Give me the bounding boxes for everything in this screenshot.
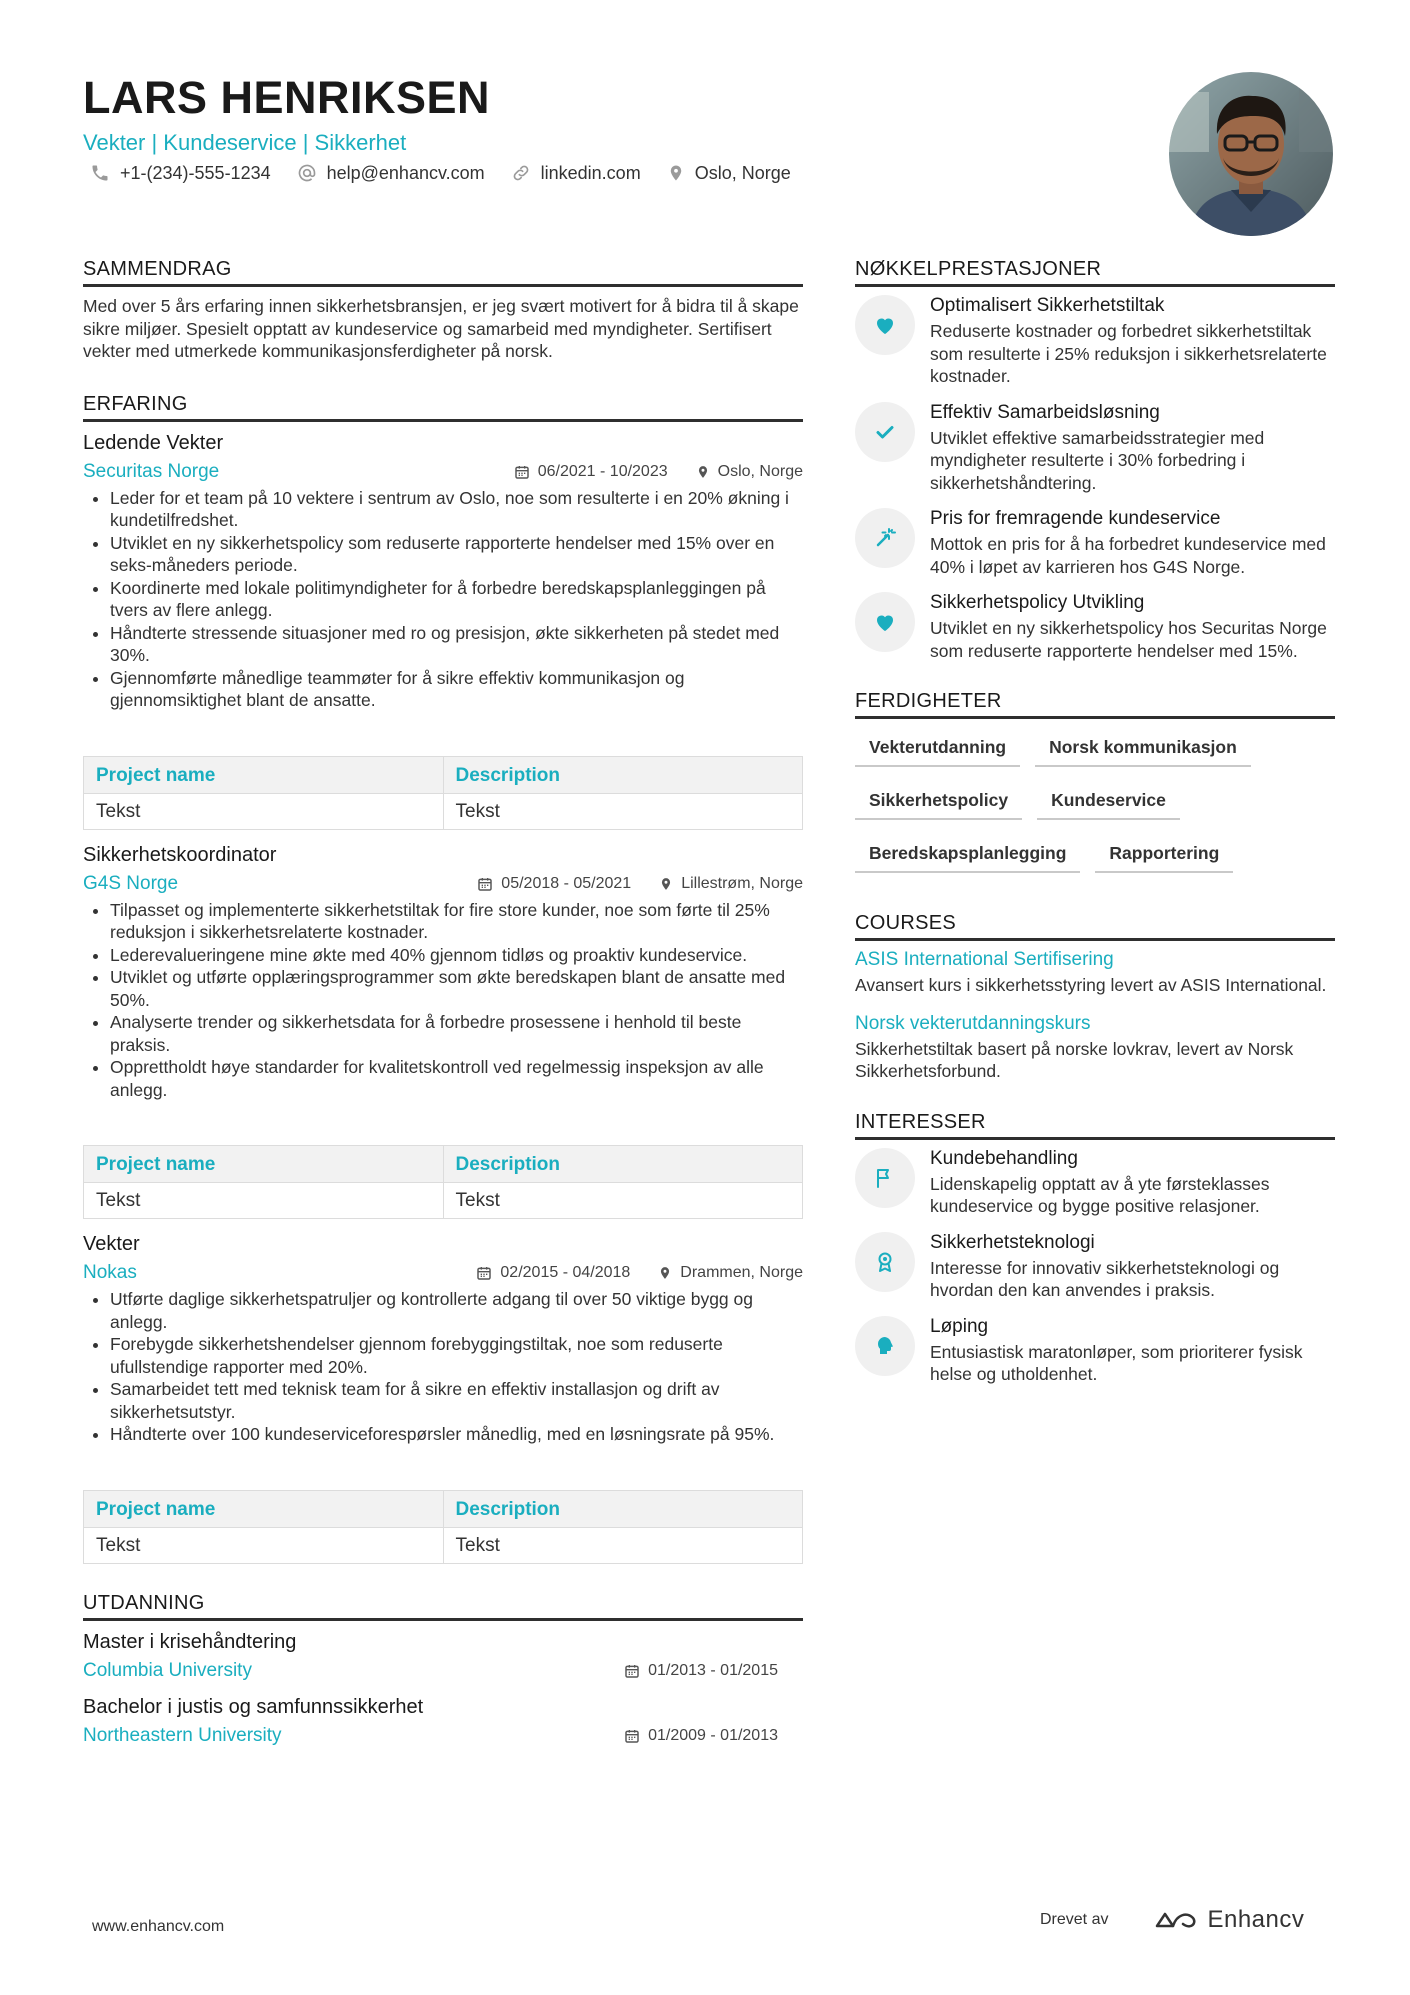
interest-desc: Entusiastisk maratonløper, som prioriterer fysisk helse og utholdenhet. <box>930 1341 1303 1384</box>
footer-branding <box>1040 1906 1304 1934</box>
magic-wand-icon <box>873 526 897 550</box>
interest-title: Kundebehandling <box>930 1147 1078 1169</box>
bullet-item: • Lederevalueringene mine økte med 40% gjennom tidløs og proaktiv kundeservice. <box>110 944 803 967</box>
interest-text <box>930 1232 1335 1302</box>
interest-item <box>855 1232 1335 1302</box>
left-column <box>83 258 803 1747</box>
job-location <box>659 875 803 893</box>
job-meta <box>83 873 803 895</box>
school-name: Columbia University <box>83 1659 252 1681</box>
table-cell: Tekst <box>84 793 444 829</box>
achievement-text <box>930 508 1335 578</box>
bullet-item: • Forebygde sikkerhetshendelser gjennom forebyggingstiltak, noe som reduserte ufullstendige rapporter med 20%. <box>110 1333 803 1378</box>
brain-icon <box>873 1334 897 1358</box>
achievement-item <box>855 592 1335 662</box>
job-title: Sikkerhetskoordinator <box>83 843 277 866</box>
skill-tag: Kundeservice <box>1037 784 1180 820</box>
education-heading: UTDANNING <box>83 1592 803 1621</box>
achievement-title: Pris for fremragende kundeservice <box>930 508 1221 529</box>
location-pin-icon <box>667 162 685 184</box>
interest-icon-wrap <box>855 1148 915 1208</box>
bullet-item: • Samarbeidet tett med teknisk team for å sikre en effektiv installasjon og drift av sikkerhetsutstyr. <box>110 1378 803 1423</box>
achievement-text <box>930 592 1335 662</box>
education-dates-text: 01/2009 - 01/2013 <box>648 1726 778 1744</box>
bullet-item: • Leder for et team på 10 vektere i sentrum av Oslo, noe som resulterte i en 20% økning i kundetilfredshet. <box>110 487 803 532</box>
skills-heading: FERDIGHETER <box>855 690 1335 719</box>
interest-desc: Lidenskapelig opptatt av å yte førsteklasses kundeservice og bygge positive relasjoner. <box>930 1173 1270 1216</box>
achievement-title: Effektiv Samarbeidsløsning <box>930 401 1160 423</box>
achievement-item <box>855 402 1335 495</box>
education-entry <box>83 1696 803 1747</box>
calendar-icon <box>624 1728 640 1744</box>
company-name: G4S Norge <box>83 872 179 894</box>
achievement-text <box>930 295 1335 388</box>
right-column <box>855 258 1335 1386</box>
course-title: ASIS International Sertifisering <box>855 949 1114 970</box>
flag-icon <box>873 1166 897 1190</box>
job-dates-text: 06/2021 - 10/2023 <box>537 462 668 480</box>
job-meta <box>83 461 803 483</box>
bullet-item: • Gjennomførte månedlige teammøter for å sikre effektiv kommunikasjon og gjennomsiktighet blant de ansatte. <box>110 667 803 712</box>
table-header-row <box>84 1146 803 1183</box>
interests-heading: INTERESSER <box>855 1111 1335 1140</box>
phone-text: +1-(234)-555-1234 <box>120 162 271 183</box>
company-name: Nokas <box>83 1262 137 1283</box>
job-entry <box>83 432 803 830</box>
course-desc: Sikkerhetstiltak basert på norske lovkrav, levert av Norsk Sikkerhetsforbund. <box>855 1038 1294 1081</box>
job-entry <box>83 1233 803 1564</box>
contact-phone <box>90 163 271 184</box>
table-header: Project name <box>84 1490 444 1527</box>
skills-list <box>855 731 1335 890</box>
education-dates <box>624 1727 778 1745</box>
interest-desc: Interesse for innovativ sikkerhetsteknologi og hvordan den kan anvendes i praksis. <box>930 1257 1280 1300</box>
table-cell: Tekst <box>84 1183 444 1219</box>
job-dates-text: 05/2018 - 05/2021 <box>501 874 632 892</box>
job-location <box>658 1264 803 1282</box>
job-dates <box>477 875 631 893</box>
education-entry <box>83 1631 803 1682</box>
candidate-tagline: Vekter | Kundeservice | Sikkerhet <box>83 130 407 155</box>
achievement-item <box>855 295 1335 388</box>
bullet-item: • Håndterte over 100 kundeserviceforespørsler månedlig, med en løsningsrate på 95%. <box>110 1423 803 1446</box>
interest-icon-wrap <box>855 1232 915 1292</box>
job-details <box>448 1264 803 1282</box>
contact-linkedin[interactable] <box>511 163 641 184</box>
job-title: Ledende Vekter <box>83 431 224 454</box>
job-details <box>449 875 803 893</box>
course-item <box>855 1013 1335 1083</box>
phone-icon <box>90 163 110 183</box>
job-location-text: Oslo, Norge <box>717 462 803 480</box>
calendar-icon <box>477 876 493 892</box>
skill-tag: Sikkerhetspolicy <box>855 784 1022 820</box>
brand-name: Enhancv <box>1207 1906 1305 1933</box>
footer-website[interactable]: www.enhancv.com <box>92 1918 225 1935</box>
achievement-icon-wrap <box>855 508 915 568</box>
table-header: Description <box>443 756 803 793</box>
bullet-item: • Opprettholdt høye standarder for kvalitetskontroll ved regelmessig inspeksjon av alle anlegg. <box>110 1056 803 1101</box>
award-icon <box>873 1250 897 1274</box>
table-cell: Tekst <box>443 793 803 829</box>
achievement-icon-wrap <box>855 402 915 462</box>
course-item <box>855 949 1335 997</box>
link-icon <box>511 163 531 183</box>
job-dates <box>476 1264 630 1282</box>
bullet-item: • Utviklet en ny sikkerhetspolicy som reduserte rapporterte hendelser med 15% over en seks-måneders periode. <box>110 532 803 577</box>
degree-title: Master i krisehåndtering <box>83 1630 297 1653</box>
achievement-title: Sikkerhetspolicy Utvikling <box>930 592 1145 613</box>
at-icon <box>297 163 317 183</box>
interest-item <box>855 1316 1335 1386</box>
table-header-row <box>84 1490 803 1527</box>
location-text: Oslo, Norge <box>694 162 791 183</box>
job-location-text: Drammen, Norge <box>680 1264 803 1281</box>
interest-text <box>930 1316 1335 1386</box>
skill-tag: Vekterutdanning <box>855 731 1020 767</box>
job-meta <box>83 1262 803 1284</box>
bullet-item: • Analyserte trender og sikkerhetsdata for å forbedre prosessene i henhold til beste praksis. <box>110 1011 803 1056</box>
education-dates <box>624 1662 778 1680</box>
achievement-desc: Utviklet effektive samarbeidsstrategier med myndigheter resulterte i 30% forbedring i sikkerhetshåndtering. <box>930 427 1265 493</box>
location-pin-icon <box>658 1264 672 1282</box>
interest-icon-wrap <box>855 1316 915 1376</box>
calendar-icon <box>476 1265 492 1281</box>
job-bullets <box>83 1288 803 1446</box>
bullet-item: • Tilpasset og implementerte sikkerhetstiltak for fire store kunder, noe som førte til 25% reduksjon i sikkerhetsrelaterte kostnader. <box>110 899 803 944</box>
interest-title: Løping <box>930 1315 989 1337</box>
candidate-name: LARS HENRIKSEN <box>83 72 491 123</box>
course-desc: Avansert kurs i sikkerhetsstyring levert av ASIS International. <box>855 975 1327 995</box>
email-text: help@enhancv.com <box>326 162 485 183</box>
course-title: Norsk vekterutdanningskurs <box>855 1012 1091 1034</box>
school-name: Northeastern University <box>83 1724 282 1746</box>
company-name: Securitas Norge <box>83 460 220 482</box>
project-table <box>83 1145 803 1219</box>
bullet-item: • Utførte daglige sikkerhetspatruljer og kontrollerte adgang til over 50 viktige bygg og anlegg. <box>110 1288 803 1333</box>
calendar-icon <box>624 1663 640 1679</box>
achievement-desc: Mottok en pris for å ha forbedret kundeservice med 40% i løpet av karrieren hos G4S Norge. <box>930 534 1326 577</box>
achievement-desc: Reduserte kostnader og forbedret sikkerhetstiltak som resulterte i 25% reduksjon i sikkerhetsrelaterte kostnader. <box>930 321 1327 386</box>
job-location <box>696 463 803 481</box>
job-bullets <box>83 899 803 1102</box>
table-row <box>84 793 803 829</box>
achievement-item <box>855 508 1335 578</box>
location-pin-icon <box>696 463 710 481</box>
heart-icon <box>873 313 897 337</box>
table-header: Description <box>443 1490 803 1527</box>
education-meta <box>83 1725 803 1747</box>
check-icon <box>873 420 897 444</box>
job-details <box>486 463 803 481</box>
job-bullets <box>83 487 803 712</box>
contact-email[interactable] <box>297 163 485 184</box>
table-header: Description <box>443 1146 803 1183</box>
job-dates-text: 02/2015 - 04/2018 <box>500 1264 631 1281</box>
achievement-text <box>930 402 1335 495</box>
project-table <box>83 756 803 830</box>
job-location-text: Lillestrøm, Norge <box>681 874 803 892</box>
bullet-item: • Utviklet og utførte opplæringsprogrammer som økte beredskapen blant de ansatte med 50%. <box>110 966 803 1011</box>
avatar-illustration <box>1169 72 1333 236</box>
contact-bar <box>90 162 817 184</box>
job-title: Vekter <box>83 1233 140 1255</box>
table-cell: Tekst <box>443 1527 803 1563</box>
experience-heading: ERFARING <box>83 393 803 422</box>
achievement-desc: Utviklet en ny sikkerhetspolicy hos Securitas Norge som reduserte rapporterte hendelser med 15%. <box>930 618 1327 661</box>
interest-text <box>930 1148 1335 1218</box>
table-header: Project name <box>84 756 444 793</box>
enhancv-logo-icon <box>1153 1908 1199 1932</box>
linkedin-text: linkedin.com <box>540 162 641 183</box>
skill-tag: Norsk kommunikasjon <box>1035 731 1251 767</box>
interest-item <box>855 1148 1335 1218</box>
enhancv-logo[interactable] <box>1153 1906 1304 1934</box>
job-dates <box>514 463 668 481</box>
project-table <box>83 1490 803 1564</box>
calendar-icon <box>514 464 530 480</box>
location-pin-icon <box>659 875 673 893</box>
summary-text: Med over 5 års erfaring innen sikkerhetsbransjen, er jeg svært motivert for å bidra til å skape sikre miljøer. Spesielt opptatt av kundeservice og samarbeid med myndigheter. Sertifisert vekter med utmerkede kommunikasjonsferdigheter på norsk. <box>83 296 799 361</box>
interest-title: Sikkerhetsteknologi <box>930 1231 1095 1253</box>
table-row <box>84 1527 803 1563</box>
education-meta <box>83 1660 803 1682</box>
achievement-title: Optimalisert Sikkerhetstiltak <box>930 295 1165 316</box>
table-cell: Tekst <box>443 1183 803 1219</box>
achievement-icon-wrap <box>855 295 915 355</box>
bullet-item: • Koordinerte med lokale politimyndigheter for å forbedre beredskapsplanleggingen på tvers av flere anlegg. <box>110 577 803 622</box>
summary-heading: SAMMENDRAG <box>83 258 803 287</box>
courses-heading: COURSES <box>855 912 1335 941</box>
achievement-icon-wrap <box>855 592 915 652</box>
education-dates-text: 01/2013 - 01/2015 <box>648 1661 778 1679</box>
skill-tag: Beredskapsplanlegging <box>855 837 1080 873</box>
degree-title: Bachelor i justis og samfunnssikkerhet <box>83 1695 424 1718</box>
table-cell: Tekst <box>84 1527 444 1563</box>
achievements-heading: NØKKELPRESTASJONER <box>855 258 1335 287</box>
bullet-item: • Håndterte stressende situasjoner med ro og presisjon, økte sikkerheten på stedet med 30%. <box>110 622 803 667</box>
heart-icon <box>873 610 897 634</box>
profile-photo <box>1169 72 1333 236</box>
contact-location <box>667 162 791 184</box>
skill-tag: Rapportering <box>1095 837 1233 873</box>
table-header: Project name <box>84 1146 444 1183</box>
table-header-row <box>84 756 803 793</box>
powered-by-label: Drevet av <box>1040 1911 1109 1928</box>
table-row <box>84 1183 803 1219</box>
job-entry <box>83 844 803 1220</box>
